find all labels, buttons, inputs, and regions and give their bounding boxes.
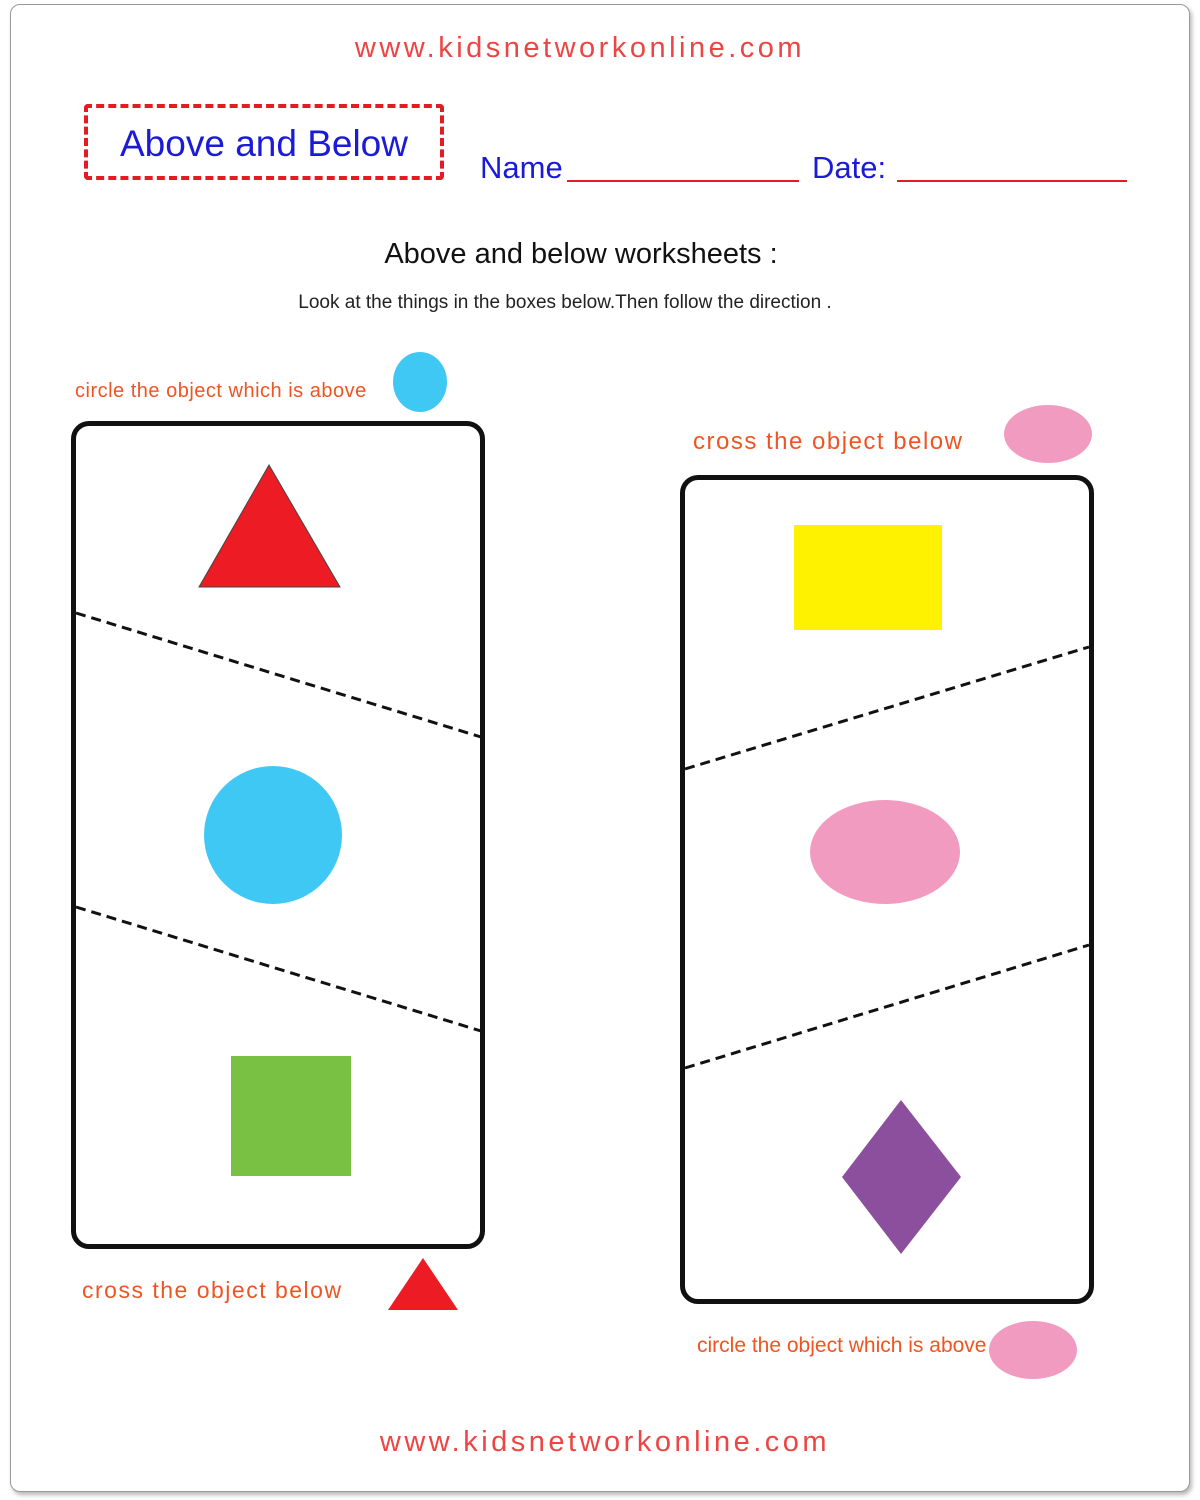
blue-oval-marker — [393, 352, 447, 412]
left-divider-2 — [76, 907, 481, 1031]
yellow-rectangle-object[interactable] — [794, 525, 942, 630]
left-instruction-bottom: cross the object below — [82, 1277, 343, 1303]
left-divider-1 — [76, 613, 481, 737]
name-label: Name — [480, 150, 563, 185]
right-instruction-bottom: circle the object which is above — [697, 1334, 987, 1357]
pink-oval-marker-top — [1004, 405, 1092, 463]
right-instruction-top: cross the object below — [693, 428, 964, 455]
pink-oval-marker-bottom — [989, 1321, 1077, 1379]
site-url-top: www.kidsnetworkonline.com — [354, 32, 806, 64]
worksheet-title: Above and Below — [120, 123, 408, 164]
date-label: Date: — [812, 150, 887, 185]
purple-diamond-object[interactable] — [842, 1100, 961, 1254]
worksheet-direction: Look at the things in the boxes below.Then follow the direction . — [298, 292, 832, 313]
green-square-object[interactable] — [231, 1056, 351, 1176]
site-url-bottom: www.kidsnetworkonline.com — [379, 1426, 831, 1458]
blue-circle-object[interactable] — [204, 766, 342, 904]
red-triangle-object[interactable] — [199, 465, 340, 587]
right-divider-1 — [685, 647, 1089, 769]
worksheet-heading: Above and below worksheets : — [384, 238, 778, 270]
red-triangle-marker — [388, 1258, 458, 1310]
right-divider-2 — [685, 945, 1089, 1068]
pink-oval-object[interactable] — [810, 800, 960, 904]
left-instruction-top: circle the object which is above — [75, 380, 367, 402]
